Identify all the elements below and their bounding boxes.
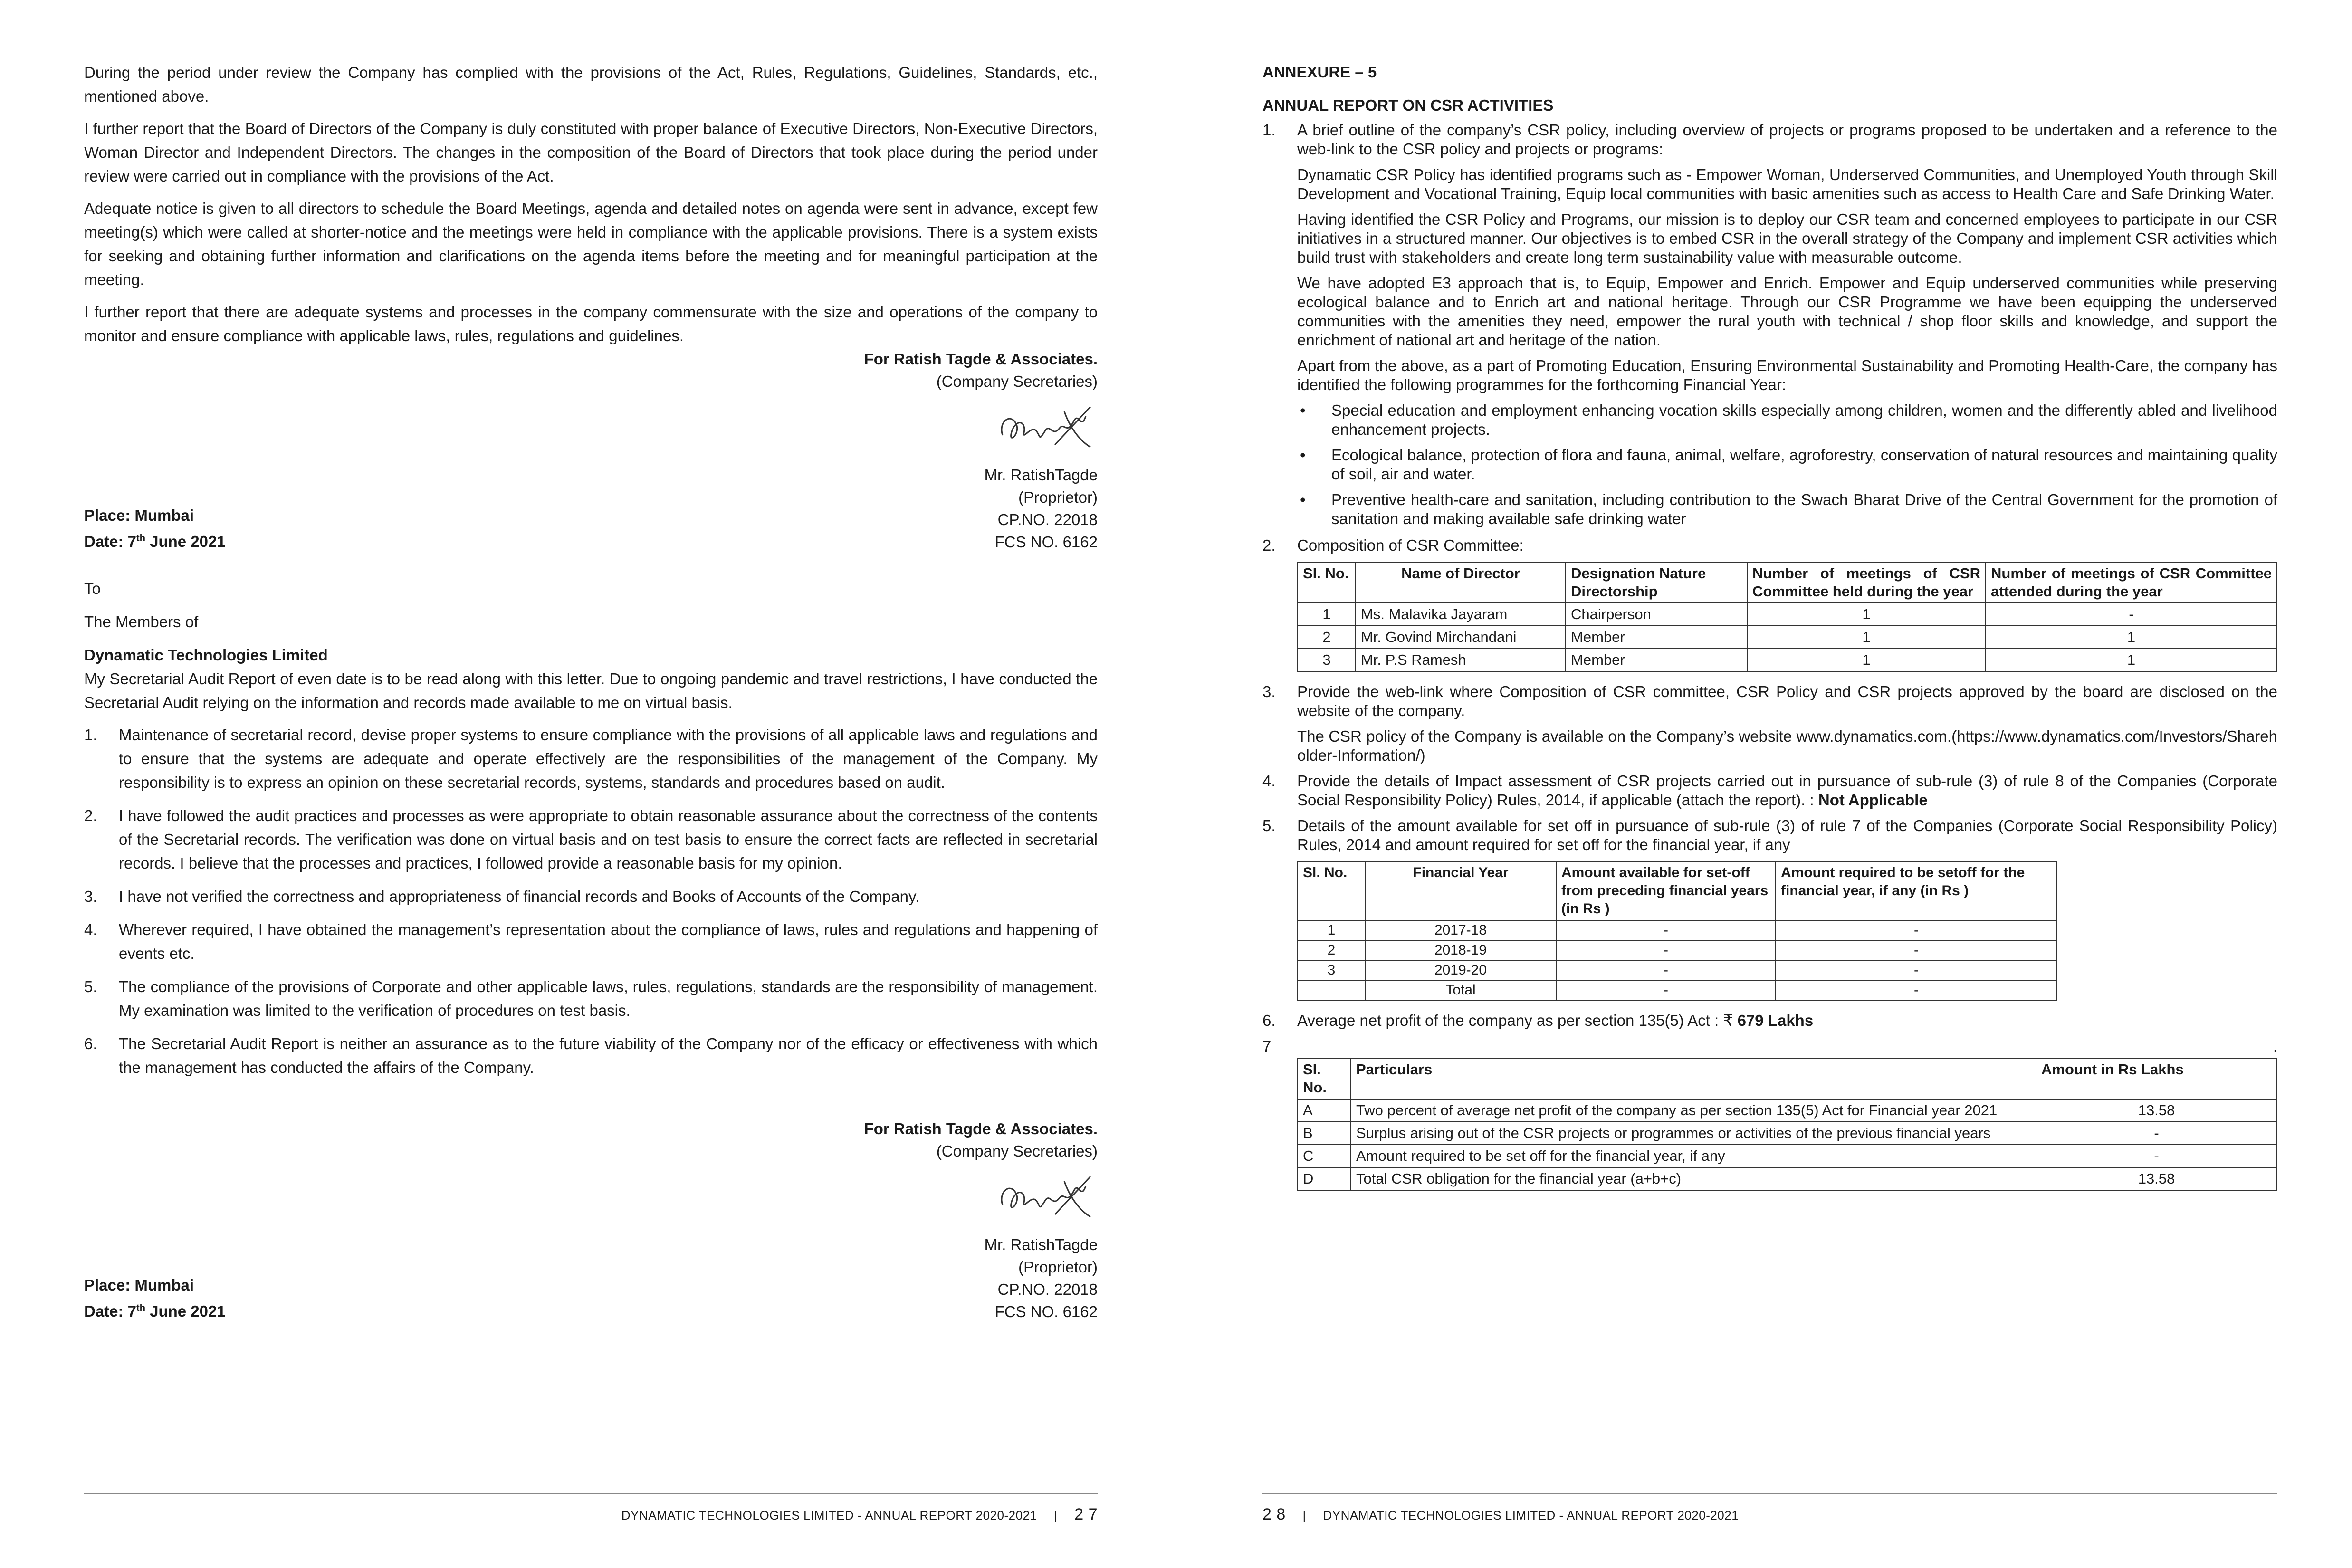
table-header-row: Sl. No. Name of Director Designation Nature Directorship Number of meetings of CSR Committee held during the year Number of meetings of CSR Committee attended during the year — [1298, 562, 2277, 603]
place-label: Place: Mumbai — [84, 507, 194, 524]
date-label: Date: 7th June 2021 — [84, 533, 226, 550]
right-column — [1262, 61, 2277, 1201]
section-6-question: 6. Average net profit of the company as per section 135(5) Act : ₹ 679 Lakhs — [1262, 1012, 1814, 1029]
date-label: Date: 7th June 2021 — [84, 1302, 226, 1320]
csr-paragraph: Dynamatic CSR Policy has identified programs such as - Empower Woman, Underserved Communities, and Unemployed Youth through Skill Development and Vocational Training, Equip local communities with basic amenities such as access to Health Care and Safe Drinking Water. — [1297, 166, 2277, 202]
signatory-firm: For Ratish Tagde & Associates. — [864, 1120, 1098, 1138]
signatory-name: Mr. RatishTagde — [984, 1236, 1098, 1253]
signatory-cp: CP.NO. 22018 — [997, 511, 1098, 528]
list-item: 4. Wherever required, I have obtained the management’s representation about the compliance of laws, rules and regulations and happening of events etc. — [84, 921, 1098, 962]
section-5-question: 5. Details of the amount available for set off in pursuance of sub-rule (3) of rule 7 of the Companies (Corporate Social Responsibility Policy) Rules, 2014 and amount required for set off for the financial year, if any — [1262, 817, 2277, 853]
left-column — [84, 61, 1098, 1323]
report-paragraph: I further report that there are adequate systems and processes in the company commensurate with the size and operations of the company to monitor and ensure compliance with applicable laws, rules, regulations and guidelines. — [84, 303, 1098, 344]
letter-intro: My Secretarial Audit Report of even date is to be read along with this letter. Due to ongoing pandemic and travel restrictions, I have conducted the Secretarial Audit relying on the information and records made available to me on virtual basis. — [84, 670, 1098, 711]
page-footer: DYNAMATIC TECHNOLOGIES LIMITED - ANNUAL REPORT 2020-2021 | 2 7 — [621, 1505, 1098, 1523]
page-footer: 2 8 | DYNAMATIC TECHNOLOGIES LIMITED - ANNUAL REPORT 2020-2021 — [1262, 1505, 1739, 1523]
setoff-table — [1297, 861, 2057, 1001]
programme-list — [1262, 401, 2277, 528]
list-item: 5. The compliance of the provisions of Corporate and other applicable laws, rules, regulations, standards are the responsibility of management. My examination was limited to the verification of procedures on test basis. — [84, 978, 1098, 1019]
page-number: 2 8 — [1262, 1505, 1286, 1523]
audit-list — [84, 723, 1098, 1080]
list-item: • Preventive health-care and sanitation, including contribution to the Swach Bharat Drive of the Central Government for the promotion of sanitation and making available safe drinking water — [1300, 491, 2277, 527]
report-paragraph: Adequate notice is given to all directors to schedule the Board Meetings, agenda and detailed notes on agenda were sent in advance, except few meeting(s) which were called at shorter-notice and the meetings were held in compliance with the applicable provisions. There is a system exists for seeking and obtaining further information and clarifications on the agenda items before the meeting and for meaningful participation at the meeting. — [84, 200, 1098, 288]
letter-to: To — [84, 580, 101, 597]
signatory-title: (Proprietor) — [1018, 1258, 1098, 1276]
table-row: 3 Mr. P.S Ramesh Member 1 1 — [1298, 649, 2277, 671]
csr-weblink: The CSR policy of the Company is available on the Company’s website www.dynamatics.com.(https://www.dynamatics.com/Investors/Shareholder-Information/) — [1297, 727, 2277, 764]
footer-text: DYNAMATIC TECHNOLOGIES LIMITED - ANNUAL REPORT 2020-2021 — [1323, 1508, 1739, 1522]
table-row: D Total CSR obligation for the financial year (a+b+c) 13.58 — [1298, 1167, 2277, 1190]
section-title: ANNUAL REPORT ON CSR ACTIVITIES — [1262, 96, 1554, 114]
list-item: 3. I have not verified the correctness and appropriateness of financial records and Books of Accounts of the Company. — [84, 888, 920, 905]
table-row: 1 Ms. Malavika Jayaram Chairperson 1 - — [1298, 603, 2277, 626]
list-item: 1. Maintenance of secretarial record, devise proper systems to ensure compliance with the provisions of all applicable laws and regulations and to ensure that the systems are adequate and operate effectively are the responsibilities of the management of the Company. My responsibility is to express an opinion on these secretarial records, systems, standards and procedures based on audit. — [84, 726, 1098, 791]
csr-paragraph: Apart from the above, as a part of Promoting Education, Ensuring Environmental Sustainability and Promoting Health-Care, the company has identified the following programmes for the forthcoming Financial Year: — [1297, 357, 2277, 393]
footer-text: DYNAMATIC TECHNOLOGIES LIMITED - ANNUAL REPORT 2020-2021 — [621, 1508, 1037, 1522]
letter-company: Dynamatic Technologies Limited — [84, 646, 328, 664]
committee-table — [1297, 562, 2277, 672]
table-header-row: Sl. No. Financial Year Amount available for set-off from preceding financial years (in Rs ) Amount required to be setoff for the financial year, if any (in Rs ) — [1298, 861, 2057, 920]
list-item: 6. The Secretarial Audit Report is neither an assurance as to the future viability of the Company nor of the efficacy or effectiveness with which the management has conducted the affairs of the Company. — [84, 1035, 1098, 1076]
page-number: 2 7 — [1074, 1505, 1098, 1523]
section-2-question: 2. Composition of CSR Committee: — [1262, 536, 1524, 554]
signature-block-2 — [84, 1118, 1098, 1323]
table-row: B Surplus arising out of the CSR projects or programmes or activities of the previous financial years - — [1298, 1122, 2277, 1145]
signatory-firm: For Ratish Tagde & Associates. — [864, 350, 1098, 368]
section-1-question: 1. A brief outline of the company’s CSR policy, including overview of projects or programs proposed to be undertaken and a reference to the web-link to the CSR policy and projects or programs: — [1262, 121, 2277, 158]
report-paragraph: During the period under review the Company has complied with the provisions of the Act, Rules, Regulations, Guidelines, Standards, etc., mentioned above. — [84, 64, 1098, 105]
signature-image — [988, 1162, 1098, 1233]
letter-members: The Members of — [84, 613, 199, 631]
section-7-label: 7 . — [1262, 1037, 2277, 1055]
table-row: 3 2019-20 - - — [1298, 960, 2057, 980]
signatory-cp: CP.NO. 22018 — [997, 1281, 1098, 1298]
signatory-role: (Company Secretaries) — [936, 373, 1098, 390]
table-row: C Amount required to be set off for the financial year, if any - — [1298, 1145, 2277, 1167]
place-label: Place: Mumbai — [84, 1276, 194, 1294]
list-item: 2. I have followed the audit practices and processes as were appropriate to obtain reasonable assurance about the correctness of the contents of the Secretarial records. The verification was done on virtual basis and on test basis to ensure the correct facts are reflected in secretarial records. I believe that the processes and practices, I followed provide a reasonable basis for my opinion. — [84, 807, 1098, 872]
csr-paragraph: We have adopted E3 approach that is, to Equip, Empower and Enrich. Empower and Equip underserved communities while preserving ecological balance and to Enrich art and national heritage. Through our CSR Programme we have been equipping the underserved communities with the amenities they need, empower the rural youth with technical / shop floor skills and knowledge, and support the enrichment of national art and heritage of the nation. — [1297, 274, 2277, 349]
footer-rule — [84, 1493, 1098, 1494]
csr-paragraph: Having identified the CSR Policy and Programs, our mission is to deploy our CSR team and concerned employees to participate in our CSR initiatives in a structured manner. Our objectives is to embed CSR in the overall strategy of the Company and implement CSR activities which build trust with stakeholders and create long term sustainability value with measurable outcome. — [1297, 210, 2277, 266]
signature-block-1 — [84, 348, 1098, 553]
table-row: 1 2017-18 - - — [1298, 920, 2057, 940]
list-item: • Special education and employment enhancing vocation skills especially among children, women and the differently abled and livelihood enhancement projects. — [1300, 402, 2277, 438]
annexure-label: ANNEXURE – 5 — [1262, 63, 1377, 81]
signature-image — [988, 392, 1098, 464]
signatory-role: (Company Secretaries) — [936, 1142, 1098, 1160]
section-4-question: 4. Provide the details of Impact assessment of CSR projects carried out in pursuance of sub-rule (3) of rule 8 of the Companies (Corporate Social Responsibility Policy) Rules, 2014, if applicable (attach the report). : Not Applicable — [1262, 772, 2277, 809]
table-row: A Two percent of average net profit of the company as per section 135(5) Act for Financial year 2021 13.58 — [1298, 1099, 2277, 1122]
report-paragraph: I further report that the Board of Directors of the Company is duly constituted with proper balance of Executive Directors, Non-Executive Directors, Woman Director and Independent Directors. The changes in the composition of the Board of Directors that took place during the period under review were carried out in compliance with the provisions of the Act. — [84, 120, 1098, 185]
obligation-table — [1297, 1058, 2277, 1191]
signatory-name: Mr. RatishTagde — [984, 466, 1098, 484]
table-row: 2 2018-19 - - — [1298, 940, 2057, 960]
list-item: • Ecological balance, protection of flora and fauna, animal, welfare, agroforestry, conservation of natural resources and maintaining quality of soil, air and water. — [1300, 446, 2277, 483]
section-3-question: 3. Provide the web-link where Composition of CSR committee, CSR Policy and CSR projects approved by the board are disclosed on the website of the company. — [1262, 683, 2277, 719]
table-header-row: Sl. No. Particulars Amount in Rs Lakhs — [1298, 1058, 2277, 1099]
footer-rule — [1262, 1493, 2277, 1494]
signatory-fcs: FCS NO. 6162 — [994, 533, 1098, 551]
signatory-title: (Proprietor) — [1018, 488, 1098, 506]
table-row: Total - - — [1298, 980, 2057, 1000]
table-row: 2 Mr. Govind Mirchandani Member 1 1 — [1298, 626, 2277, 649]
page-right — [1176, 0, 2352, 1568]
signatory-fcs: FCS NO. 6162 — [994, 1303, 1098, 1320]
